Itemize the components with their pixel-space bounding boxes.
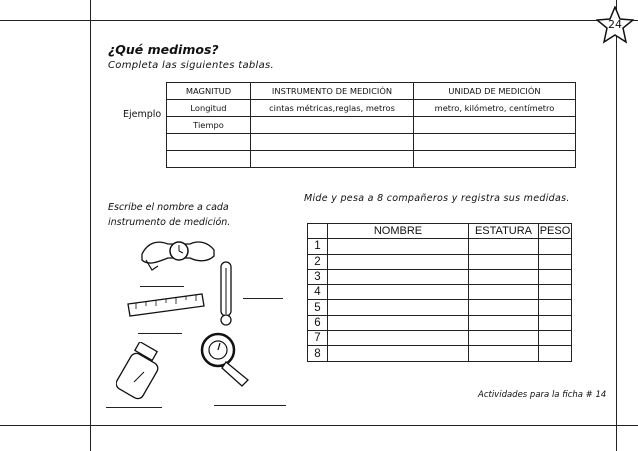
row-number: 7 [308,331,328,346]
header-peso: PESO [539,225,571,238]
weight-cell[interactable] [539,346,572,361]
header-estatura: ESTATURA [469,224,539,239]
weight-cell[interactable] [539,331,572,346]
row-number: 5 [308,300,328,315]
height-cell[interactable] [469,331,539,346]
thermometer-icon [212,258,242,328]
table-cell: Tiempo [167,117,251,134]
row-number: 1 [308,239,328,254]
measurements-table [307,223,572,362]
name-cell[interactable] [328,331,469,346]
weight-cell[interactable] [539,285,572,300]
name-cell[interactable] [328,254,469,269]
footer-note: Actividades para la ficha # 14 [478,390,607,400]
table-row [308,239,572,254]
answer-line-thermometer[interactable] [243,298,283,299]
height-cell[interactable] [469,239,539,254]
answer-line-ruler[interactable] [138,333,182,334]
row-number: 4 [308,285,328,300]
height-cell[interactable] [469,254,539,269]
row-number: 3 [308,269,328,284]
ruler-icon [126,292,206,320]
scale-icon [196,328,252,390]
table-row [308,269,572,284]
name-cell[interactable] [328,346,469,361]
answer-line-bottle[interactable] [106,407,162,408]
frame-top-line [0,20,638,21]
table-row [308,300,572,315]
height-cell[interactable] [469,346,539,361]
table-cell[interactable] [167,151,251,168]
frame-left-line [90,0,91,451]
table-cell[interactable] [414,134,576,151]
header-nombre: NOMBRE [328,224,469,239]
name-cell[interactable] [328,239,469,254]
table-header-row [167,83,576,100]
table-row [308,254,572,269]
table-row [308,331,572,346]
table-row [167,100,576,117]
table-cell[interactable] [251,117,414,134]
weight-cell[interactable] [539,269,572,284]
wristwatch-icon [138,232,218,277]
table-cell: metro, kilómetro, centímetro [414,100,576,117]
frame-bottom-line [0,425,638,426]
table-header-row [308,224,572,239]
table-row [308,285,572,300]
table-cell[interactable] [414,151,576,168]
table-row [167,151,576,168]
weight-cell[interactable] [539,315,572,330]
table-row [308,315,572,330]
table-cell[interactable] [251,151,414,168]
name-cell[interactable] [328,300,469,315]
table-row [167,134,576,151]
table-cell: cintas métricas,reglas, metros [251,100,414,117]
row-number: 2 [308,254,328,269]
weight-cell[interactable] [539,239,572,254]
header-unidad: UNIDAD DE MEDICIÓN [414,83,576,100]
frame-right-line [616,0,617,451]
magnitudes-table [166,82,576,168]
table-row [167,117,576,134]
answer-line-watch[interactable] [140,286,184,287]
instructions-left: Escribe el nombre a cada instrumento de medición. [108,202,231,228]
weight-cell[interactable] [539,300,572,315]
name-cell[interactable] [328,315,469,330]
header-magnitud: MAGNITUD [167,83,251,100]
table-cell[interactable] [167,134,251,151]
page-number: 24 [608,18,622,31]
example-label: Ejemplo [123,109,162,120]
height-cell[interactable] [469,315,539,330]
name-cell[interactable] [328,285,469,300]
name-cell[interactable] [328,269,469,284]
page-title: ¿Qué medimos? [108,42,219,57]
header-instrumento: INSTRUMENTO DE MEDICIÓN [251,83,414,100]
table-cell[interactable] [414,117,576,134]
table-cell: Longitud [167,100,251,117]
answer-line-scale[interactable] [214,405,286,406]
height-cell[interactable] [469,300,539,315]
table-row [308,346,572,361]
table-cell[interactable] [251,134,414,151]
height-cell[interactable] [469,285,539,300]
height-cell[interactable] [469,269,539,284]
instructions-right: Mide y pesa a 8 compañeros y registra sus medidas. [304,193,570,204]
baby-bottle-icon [116,342,168,400]
weight-cell[interactable] [539,254,572,269]
header-number [308,224,328,239]
row-number: 6 [308,315,328,330]
row-number: 8 [308,346,328,361]
page-number-star [596,6,634,44]
page-subtitle: Completa las siguientes tablas. [108,60,275,71]
